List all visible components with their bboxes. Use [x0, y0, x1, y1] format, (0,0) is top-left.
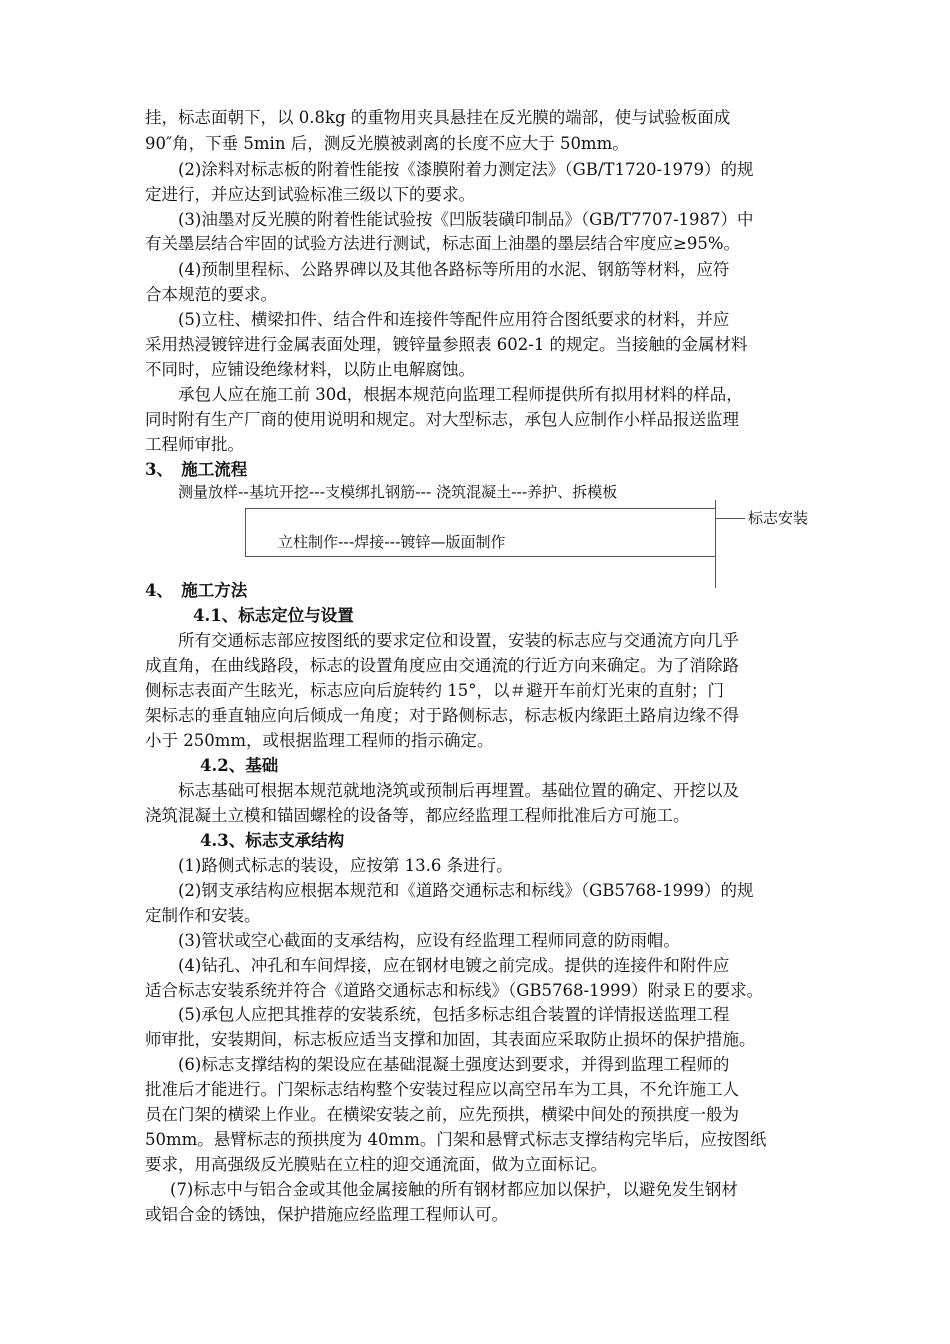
subsection-heading: 4.1、标志定位与设置	[193, 606, 354, 625]
text-line: (1)路侧式标志的装设，应按第 13.6 条进行。	[178, 856, 513, 875]
text-line: 标志基础可根据本规范就地浇筑或预制后再埋置。基础位置的确定、开挖以及	[178, 781, 739, 800]
flow-row-foundation: 测量放样--基坑开挖---支模绑扎钢筋--- 浇筑混凝土---养护、拆模板	[178, 483, 618, 501]
text-line: 所有交通标志部应按图纸的要求定位和设置，安装的标志应与交通流方向几乎	[178, 631, 739, 650]
text-line: 员在门架的横梁上作业。在横梁安装之前，应先预拱，横梁中间处的预拱度一般为	[145, 1105, 739, 1124]
text-line: 有关墨层结合牢固的试验方法进行测试，标志面上油墨的墨层结合牢度应≥95%。	[145, 234, 740, 253]
text-line: (3)油墨对反光膜的附着性能试验按《凹版装磺印制品》（GB/T7707-1987）中	[178, 210, 754, 229]
flow-result-label: 标志安装	[748, 509, 809, 527]
section-heading: 4、 施工方法	[145, 581, 248, 600]
subsection-heading: 4.2、基础	[200, 756, 279, 775]
flow-row-column: 立柱制作---焊接---镀锌—版面制作	[278, 533, 506, 551]
text-line: 侧标志表面产生眩光，标志应向后旋转约 15°，以＃避开车前灯光束的直射；门	[145, 681, 724, 700]
text-line: 浇筑混凝土立模和锚固螺栓的设备等，都应经监理工程师批准后方可施工。	[145, 806, 690, 825]
text-line: 成直角，在曲线路段，标志的设置角度应由交通流的行近方向来确定。为了消除路	[145, 656, 739, 675]
flow-right-bracket	[715, 500, 716, 588]
section-heading: 3、 施工流程	[145, 460, 248, 479]
text-line: (3)管状或空心截面的支承结构，应设有经监理工程师同意的防雨帽。	[178, 931, 680, 950]
text-line: 架标志的垂直轴应向后倾成一角度；对于路侧标志，标志板内缘距土路肩边缘不得	[145, 706, 739, 725]
text-line: 批准后才能进行。门架标志结构整个安装过程应以高空吊车为工具，不允许施工人	[145, 1080, 739, 1099]
flow-left-bracket	[245, 508, 246, 556]
text-line: 或铝合金的锈蚀，保护措施应经监理工程师认可。	[145, 1205, 508, 1224]
text-line: (5)立柱、横梁扣件、结合件和连接件等配件应用符合图纸要求的材料，并应	[178, 310, 730, 329]
text-line: (4)钻孔、冲孔和车间焊接，应在钢材电镀之前完成。提供的连接件和附件应	[178, 956, 730, 975]
text-line: 不同时，应铺设绝缘材料，以防止电解腐蚀。	[145, 360, 475, 379]
text-line: 师审批，安装期间，标志板应适当支撑和加固，其表面应采取防止损坏的保护措施。	[145, 1030, 756, 1049]
text-line: 50mm。悬臂标志的预拱度为 40mm。门架和悬臂式标志支撑结构完毕后，应按图纸	[145, 1130, 767, 1149]
text-line: (6)标志支撑结构的架设应在基础混凝土强度达到要求，并得到监理工程师的	[178, 1055, 730, 1074]
text-line: 合本规范的要求。	[145, 285, 277, 304]
flow-top-line	[245, 508, 715, 509]
flow-bottom-line	[245, 556, 715, 557]
text-line: (4)预制里程标、公路界碑以及其他各路标等所用的水泥、钢筋等材料，应符	[178, 260, 730, 279]
text-line: (2)涂料对标志板的附着性能按《漆膜附着力测定法》（GB/T1720-1979）的规	[178, 160, 754, 179]
text-line: 同时附有生产厂商的使用说明和规定。对大型标志，承包人应制作小样品报送监理	[145, 410, 739, 429]
text-line: 适合标志安装系统并符合《道路交通标志和标线》（GB5768-1999）附录Ｅ的要求。	[145, 981, 764, 1000]
text-line: (7)标志中与铝合金或其他金属接触的所有钢材都应加以保护，以避免发生钢材	[170, 1180, 738, 1199]
text-line: 要求，用高强级反光膜贴在立柱的迎交通流面，做为立面标记。	[145, 1155, 607, 1174]
text-line: 90″角，下垂 5min 后，测反光膜被剥离的长度不应大于 50mm。	[145, 134, 629, 153]
text-line: 定制作和安装。	[145, 906, 261, 925]
text-line: (5)承包人应把其推荐的安装系统，包括多标志组合装置的详情报送监理工程	[178, 1005, 730, 1024]
text-line: 挂，标志面朝下，以 0.8kg 的重物用夹具悬挂在反光膜的端部，使与试验板面成	[145, 108, 731, 127]
text-line: 定进行，并应达到试验标准三级以下的要求。	[145, 185, 475, 204]
text-line: 工程师审批。	[145, 435, 244, 454]
text-line: 承包人应在施工前 30d，根据本规范向监理工程师提供所有拟用材料的样品，	[178, 385, 743, 404]
text-line: (2)钢支承结构应根据本规范和《道路交通标志和标线》（GB5768-1999）的规	[178, 881, 754, 900]
subsection-heading: 4.3、标志支承结构	[200, 831, 345, 850]
text-line: 小于 250mm，或根据监理工程师的指示确定。	[145, 731, 494, 750]
text-line: 采用热浸镀锌进行金属表面处理，镀锌量参照表 602-1 的规定。当接触的金属材料	[145, 335, 748, 354]
flow-connector	[715, 518, 745, 519]
